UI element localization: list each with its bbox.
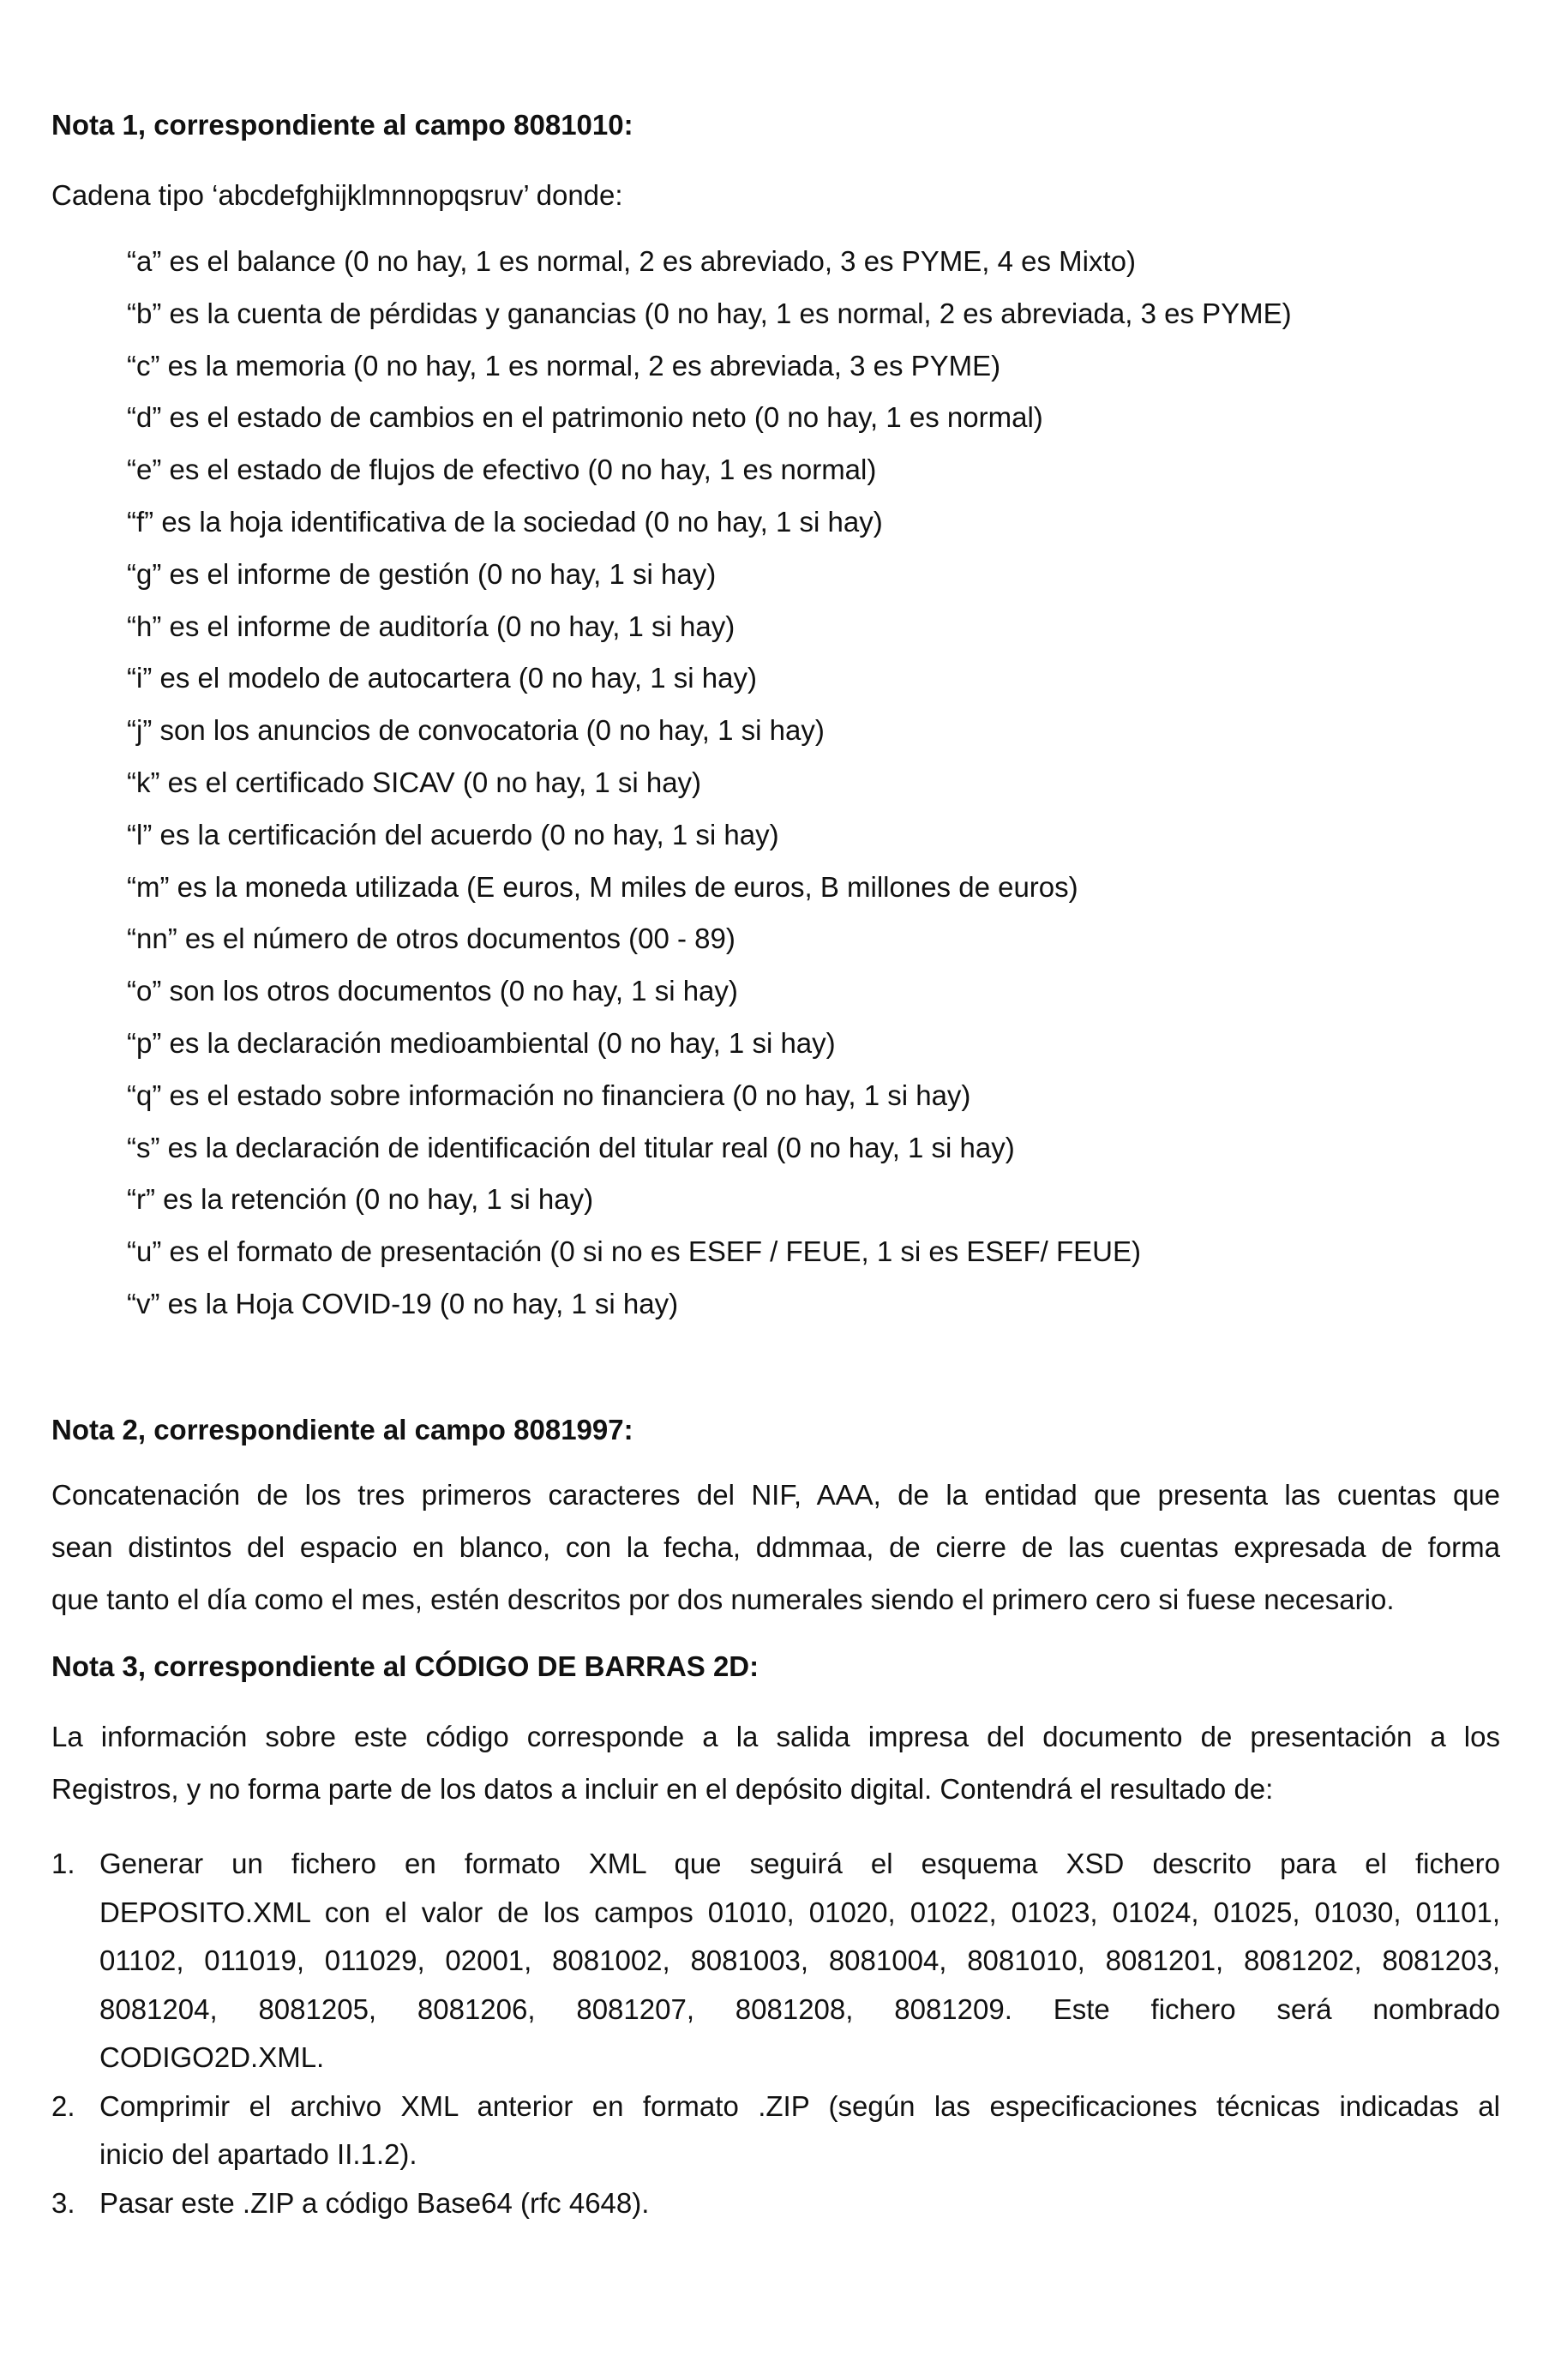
list-item: “m” es la moneda utilizada (E euros, M miles de euros, B millones de euros) — [127, 870, 1078, 903]
list-item: “h” es el informe de auditoría (0 no hay, 1 si hay) — [127, 610, 735, 642]
nota3-heading: Nota 3, correspondiente al CÓDIGO DE BARRAS 2D: — [51, 1650, 759, 1682]
list-item: “r” es la retención (0 no hay, 1 si hay) — [127, 1183, 594, 1216]
step-line: CODIGO2D.XML. — [99, 2041, 325, 2073]
list-item: “c” es la memoria (0 no hay, 1 es normal, 2 es abreviada, 3 es PYME) — [127, 349, 1001, 382]
list-item: “o” son los otros documentos (0 no hay, 1 si hay) — [127, 975, 738, 1007]
list-item: “p” es la declaración medioambiental (0 no hay, 1 si hay) — [127, 1026, 836, 1059]
paragraph-line: Concatenación de los tres primeros caracteres del NIF, AAA, de la entidad que presenta las cuentas que — [51, 1479, 1500, 1511]
list-item: “v” es la Hoja COVID-19 (0 no hay, 1 si hay) — [127, 1287, 679, 1319]
list-item: “g” es el informe de gestión (0 no hay, 1 si hay) — [127, 557, 717, 590]
list-item: “b” es la cuenta de pérdidas y ganancias (0 no hay, 1 es normal, 2 es abreviada, 3 es PYME) — [127, 297, 1292, 329]
step-line: Comprimir el archivo XML anterior en formato .ZIP (según las especificaciones técnicas indicadas al — [99, 2089, 1500, 2122]
step-line: DEPOSITO.XML con el valor de los campos 01010, 01020, 01022, 01023, 01024, 01025, 01030, 01101, — [99, 1896, 1500, 1928]
nota3-paragraph — [51, 1710, 1500, 1815]
list-item: “k” es el certificado SICAV (0 no hay, 1 si hay) — [127, 766, 702, 798]
list-item: “l” es la certificación del acuerdo (0 no hay, 1 si hay) — [127, 818, 779, 850]
list-item: “j” son los anuncios de convocatoria (0 no hay, 1 si hay) — [127, 714, 825, 747]
paragraph-line: sean distintos del espacio en blanco, con la fecha, ddmmaa, de cierre de las cuentas expresada de forma — [51, 1531, 1500, 1563]
step-line: 8081204, 8081205, 8081206, 8081207, 8081208, 8081209. Este fichero será nombrado — [99, 1992, 1500, 2025]
list-item: “i” es el modelo de autocartera (0 no hay, 1 si hay) — [127, 662, 757, 694]
paragraph-line: Registros, y no forma parte de los datos a incluir en el depósito digital. Contendrá el resultado de: — [51, 1773, 1274, 1805]
list-item: “nn” es el número de otros documentos (00 - 89) — [127, 923, 735, 955]
nota1-list — [127, 244, 1292, 1339]
nota1-heading: Nota 1, correspondiente al campo 8081010: — [51, 109, 633, 141]
list-item — [51, 2082, 1500, 2179]
list-item: “q” es el estado sobre información no financiera (0 no hay, 1 si hay) — [127, 1079, 971, 1111]
list-item: “f” es la hoja identificativa de la sociedad (0 no hay, 1 si hay) — [127, 505, 883, 538]
step-line: 01102, 011019, 011029, 02001, 8081002, 8081003, 8081004, 8081010, 8081201, 8081202, 8081203, — [99, 1944, 1500, 1976]
list-item — [51, 2179, 1500, 2228]
step-number: 1. — [51, 1848, 75, 1879]
list-item: “a” es el balance (0 no hay, 1 es normal, 2 es abreviado, 3 es PYME, 4 es Mixto) — [127, 245, 1136, 277]
paragraph-line: La información sobre este código corresponde a la salida impresa del documento de presentación a los — [51, 1721, 1500, 1752]
nota2-paragraph — [51, 1469, 1500, 1626]
step-line: Pasar este .ZIP a código Base64 (rfc 4648). — [99, 2186, 650, 2219]
paragraph-line: que tanto el día como el mes, estén descritos por dos numerales siendo el primero cero si fuese necesario. — [51, 1584, 1395, 1615]
nota3-steps — [51, 1840, 1500, 2227]
step-line: Generar un fichero en formato XML que seguirá el esquema XSD descrito para el fichero — [99, 1848, 1500, 1879]
step-number: 3. — [51, 2186, 75, 2219]
list-item: “u” es el formato de presentación (0 si no es ESEF / FEUE, 1 si es ESEF/ FEUE) — [127, 1235, 1141, 1268]
document-page — [51, 0, 1500, 2380]
list-item — [51, 1840, 1500, 2082]
step-line: inicio del apartado II.1.2). — [99, 2138, 417, 2170]
list-item: “e” es el estado de flujos de efectivo (0 no hay, 1 es normal) — [127, 454, 877, 486]
nota1-intro: Cadena tipo ‘abcdefghijklmnnopqsruv’ donde: — [51, 179, 623, 211]
step-number: 2. — [51, 2089, 75, 2122]
list-item: “d” es el estado de cambios en el patrimonio neto (0 no hay, 1 es normal) — [127, 401, 1043, 434]
nota2-heading: Nota 2, correspondiente al campo 8081997: — [51, 1414, 633, 1445]
list-item: “s” es la declaración de identificación del titular real (0 no hay, 1 si hay) — [127, 1131, 1015, 1163]
